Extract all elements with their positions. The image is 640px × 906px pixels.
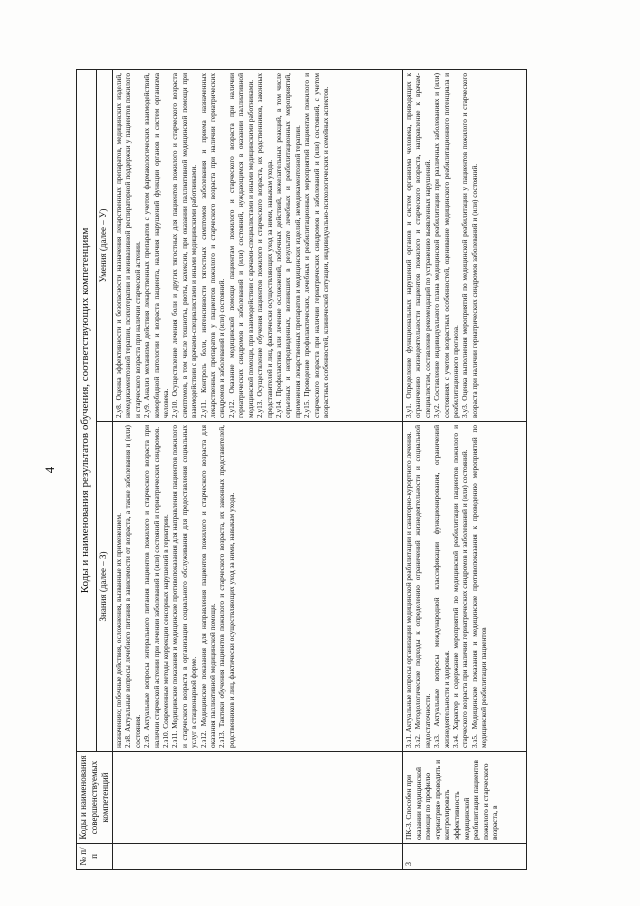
list-item: 3.з4. Характер и содержание мероприятий по медицинской реабилитации пациентов пожилого и старческого возраста при наличии гериатрических синдромов и заболеваний и (или) состояний. bbox=[451, 425, 470, 748]
page-number: 4 bbox=[42, 466, 57, 474]
table-row bbox=[403, 70, 527, 870]
list-item: 3.у1. Определение функциональных нарушений органов и систем организма человека, приводящих к ограничению жизнедеятельности пациентов пожилого и старческого возраста, направление к врачам-специалистам, составление рекомендаций по устранению выявленных нарушений. bbox=[404, 73, 432, 418]
list-item: 2.з11. Медицинские показания и медицинские противопоказания для направления пациентов пожилого и старческого возраста в организации социального обслуживания для предоставления социальных услуг в стационарной форме. bbox=[170, 425, 199, 748]
skills-cell bbox=[113, 70, 403, 422]
list-item: 2.з9. Актуальные вопросы энтерального питания пациентов пожилого и старческого возраста при наличии старческой астении при лечении заболеваний и (или) состояний и гериатрических синдромов. bbox=[142, 425, 161, 748]
list-item: 2.у8. Оценка эффективности и безопасности назначения лекарственных препаратов, медицинских изделий, немедикаментозной терапии, психотерапии и неинвазивной респираторной поддержки у пациентов пожилого и старческого возраста при наличии старческой астении. bbox=[114, 73, 142, 418]
rotated-page-content bbox=[42, 70, 622, 870]
table-row bbox=[113, 70, 403, 870]
list-item: 3.з5. Медицинские показания и медицинские противопоказания к проведению мероприятий по медицинской реабилитации пациентов bbox=[469, 425, 489, 748]
list-item: 2.у12. Оказание медицинской помощи пациентам пожилого и старческого возраста при наличии гериатрических синдромов и заболеваний и (или) состояний, нуждающимся в оказании паллиативной медицинской помощи, при взаимодействии с врачами-специалистами и иными медицинскими работниками. bbox=[226, 73, 255, 418]
knowledge-cell bbox=[403, 422, 527, 752]
knowledge-cell bbox=[113, 422, 403, 752]
list-item: 2.у13. Осуществление обучения пациентов пожилого и старческого возраста, их родственников, законных представителей и лиц, фактически осуществляющих уход за ними, навыкам ухода. bbox=[255, 73, 274, 418]
competency-code: ПК-3. Способен при оказании медицинской помощи по профилю «гериатрия» проводить и контролировать эффективность медицинской реабилитации пациентов пожилого и старческого возраста, в bbox=[403, 752, 527, 844]
list-item: 3.у3. Оценка выполнения мероприятий по медицинской реабилитации у пациентов пожилого и старческого возраста при наличии гериатрических синдромов заболеваний и (или) состояний. bbox=[460, 73, 479, 418]
row-number: 3 bbox=[403, 844, 527, 870]
list-item: 2.з8. Актуальные вопросы лечебного питания в зависимости от возраста, а также заболевания и (или) состояния. bbox=[123, 425, 142, 748]
table-header-row-2 bbox=[96, 70, 112, 870]
header-results-group: Коды и наименования результатов обучения, соответствующих компетенциям bbox=[77, 70, 97, 752]
table-header-row-1 bbox=[77, 70, 97, 870]
header-knowledge: Знания (далее – З) bbox=[96, 422, 112, 752]
list-item: 3.з3. Актуальные вопросы международной классификации функционирования, ограничений жизнедеятельности и здоровья. bbox=[432, 425, 451, 748]
list-item: 2.з12. Медицинские показания для направления пациентов пожилого и старческого возраста для оказания паллиативной медицинской помощи. bbox=[198, 425, 218, 748]
header-skills: Умения (далее – У) bbox=[96, 70, 112, 422]
list-item: 2.у15. Проведение профилактических, лечебных и реабилитационных мероприятий пациентам пожилого и старческого возраста при наличии гериатрических синдромов и заболеваний и (или) состояний, с учетом возрастных особенностей, клинической ситуации, индивидуально-психологических и семейных аспектов. bbox=[302, 73, 330, 418]
row-number bbox=[113, 844, 403, 870]
list-item: 2.з10. Современные методы коррекции сенсорных нарушений в гериатрии. bbox=[161, 514, 171, 748]
list-item: 2.у14. Профилактика или лечение осложнений, побочных действий, нежелательных реакций, в том числе серьезных и непредвиденных, возникших в результате лечебных и реабилитационных мероприятий, применения лекарственных препаратов и медицинских изделий, немедикаментозной терапии. bbox=[273, 73, 302, 418]
list-item: 2.у10. Осуществление лечения боли и других тягостных для пациентов пожилого и старческого возраста симптомов, в том числе тошноты, рвоты, кахексии, при оказании паллиативной медицинской помощи при взаимодействии с врачами-специалистами и иными медицинскими работниками. bbox=[170, 73, 199, 418]
list-item: 2.у9. Анализ механизма действия лекарственных препаратов с учетом фармакологических взаимодействий, коморбидной патологии и возраста пациента, наличия нарушений функции органов и систем организма человека. bbox=[142, 73, 171, 418]
list-item: назначению; побочные действия, осложнения, вызванные их применением. bbox=[114, 513, 123, 748]
header-competency-code: Коды и наименования совершенствуемых компетенций bbox=[77, 752, 113, 844]
competencies-table bbox=[76, 69, 527, 870]
skills-cell bbox=[403, 70, 527, 422]
list-item: 2.з13. Тактики обучения пациентов пожилого и старческого возраста, их законных представителей, родственников и лиц, фактически осуществляющих уход за ними, навыкам ухода. bbox=[217, 425, 236, 748]
list-item: 3.у2. Составление индивидуального плана медицинской реабилитации при различных заболеваниях и (или) состояниях с учетом возрастных особенностей, оценивание медицинского реабилитационного потенциала и реабилитационного прогноза. bbox=[432, 73, 461, 418]
list-item: 3.з1. Актуальные вопросы организации медицинской реабилитации и санаторно-курортного лечения. bbox=[404, 431, 413, 748]
list-item: 2.у11. Контроль боли, интенсивности тягостных симптомов заболевания и приема назначенных лекарственных препаратов у пациентов пожилого и старческого возраста при наличии гериатрических синдромов и заболеваний и (или) состояний. bbox=[198, 73, 227, 418]
list-item: 3.з2. Методологические подходы к определению ограничений жизнедеятельности и социальной недостаточности. bbox=[413, 425, 432, 748]
competency-code bbox=[113, 752, 403, 844]
header-num: № п/п bbox=[77, 844, 113, 870]
